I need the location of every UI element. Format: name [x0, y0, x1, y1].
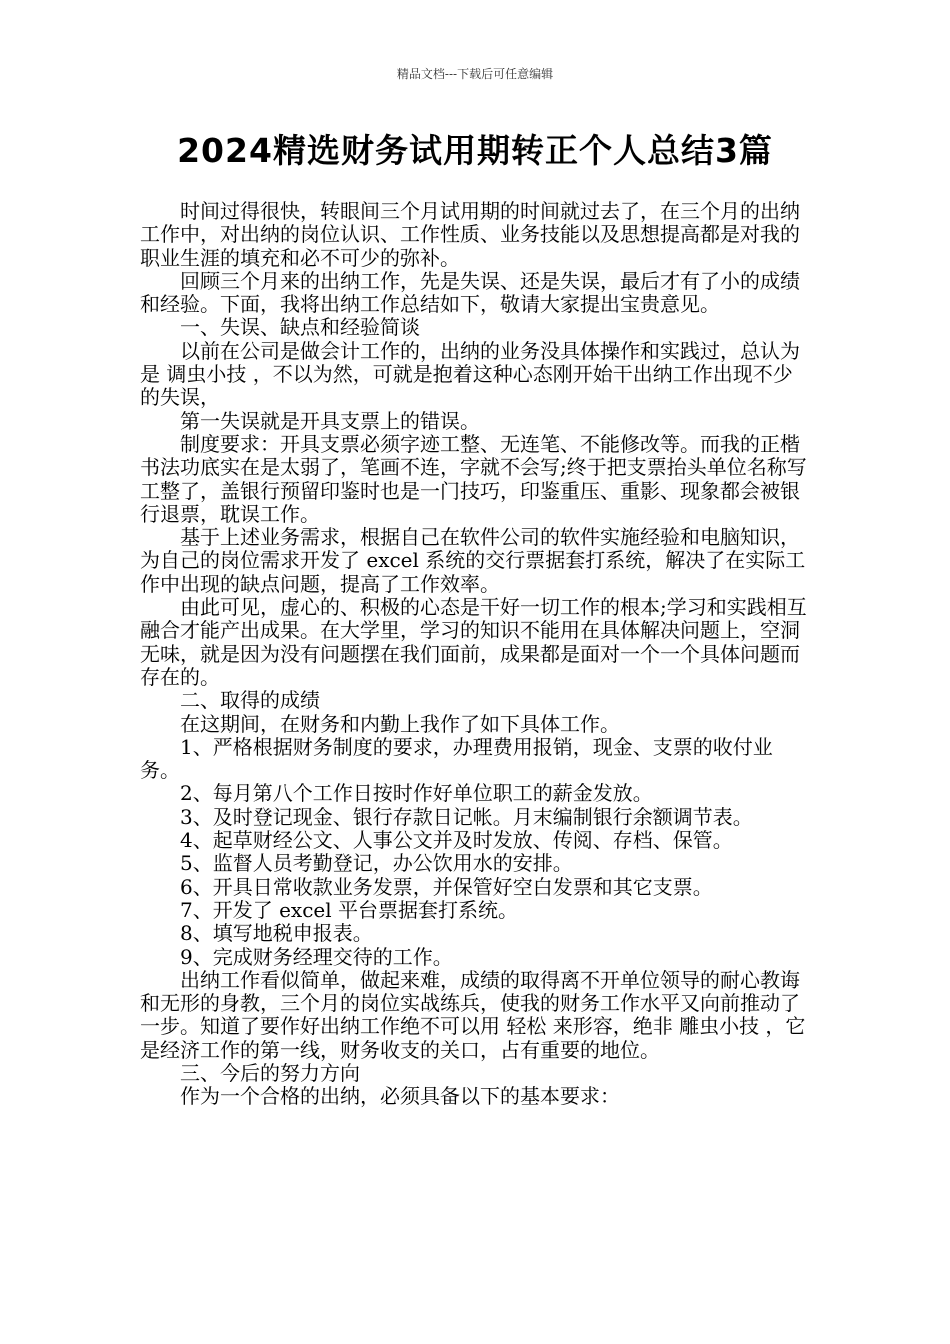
paragraph: 作为一个合格的出纳，必须具备以下的基本要求：: [180, 1084, 620, 1109]
list-item: 3、及时登记现金、银行存款日记帐。月末编制银行余额调节表。: [180, 804, 753, 829]
list-item: 4、起草财经公文、人事公文并及时发放、传阅、存档、保管。: [180, 828, 733, 853]
paragraph: 在这期间，在财务和内勤上我作了如下具体工作。: [180, 711, 620, 736]
document-body: [140, 200, 812, 1109]
paragraph: 回顾三个月来的出纳工作，先是失误、还是失误，最后才有了小的成绩和经验。下面，我将出纳工作总结如下，敬请大家提出宝贵意见。: [140, 268, 800, 317]
section-heading: 三、今后的努力方向: [180, 1060, 360, 1085]
list-item: 9、完成财务经理交待的工作。: [180, 944, 453, 969]
list-item: 6、开具日常收款业务发票，并保管好空白发票和其它支票。: [180, 874, 713, 899]
list-item: 7、开发了 excel 平台票据套打系统。: [180, 897, 518, 922]
paragraph: 由此可见，虚心的、积极的心态是干好一切工作的根本;学习和实践相互融合才能产出成果。在大学里，学习的知识不能用在具体解决问题上，空洞无味，就是因为没有问题摆在我们面前，成果都是面对一个一个具体问题而存在的。: [140, 595, 807, 689]
document-title: 2024精选财务试用期转正个人总结3篇: [177, 131, 773, 170]
paragraph: 基于上述业务需求，根据自己在软件公司的软件实施经验和电脑知识，为自己的岗位需求开发了 excel 系统的交行票据套打系统，解决了在实际工作中出现的缺点问题，提高了工作效率。: [140, 525, 806, 596]
header-note: 精品文档---下载后可任意编辑: [396, 67, 554, 81]
list-item: 1、严格根据财务制度的要求，办理费用报销，现金、支票的收付业务。: [140, 734, 773, 783]
paragraph: 以前在公司是做会计工作的，出纳的业务没具体操作和实践过，总认为是 调虫小技 ，不以为然，可就是抱着这种心态刚开始干出纳工作出现不少的失误，: [140, 338, 800, 410]
paragraph: 第一失误就是开具支票上的错误。: [180, 408, 480, 433]
paragraph: 出纳工作看似简单，做起来难，成绩的取得离不开单位领导的耐心教诲和无形的身教，三个月的岗位实战练兵，使我的财务工作水平又向前推动了一步。知道了要作好出纳工作绝不可以用 轻松 来形容，绝非 雕虫小技 ，它是经济工作的第一线，财务收支的关口，占有重要的地位。: [140, 967, 806, 1062]
section-heading: 二、取得的成绩: [180, 688, 320, 713]
section-heading: 一、失误、缺点和经验简谈: [180, 315, 420, 340]
paragraph: 制度要求：开具支票必须字迹工整、无连笔、不能修改等。而我的正楷书法功底实在是太弱了，笔画不连，字就不会写;终于把支票抬头单位名称写工整了，盖银行预留印鉴时也是一门技巧，印鉴重压、重影、现象都会被银行退票，耽误工作。: [140, 431, 807, 526]
paragraph: 时间过得很快，转眼间三个月试用期的时间就过去了，在三个月的出纳工作中，对出纳的岗位认识、工作性质、业务技能以及思想提高都是对我的职业生涯的填充和必不可少的弥补。: [140, 199, 800, 270]
list-item: 2、每月第八个工作日按时作好单位职工的薪金发放。: [180, 781, 653, 806]
list-item: 8、填写地税申报表。: [180, 921, 373, 946]
list-item: 5、监督人员考勤登记，办公饮用水的安排。: [180, 851, 573, 876]
